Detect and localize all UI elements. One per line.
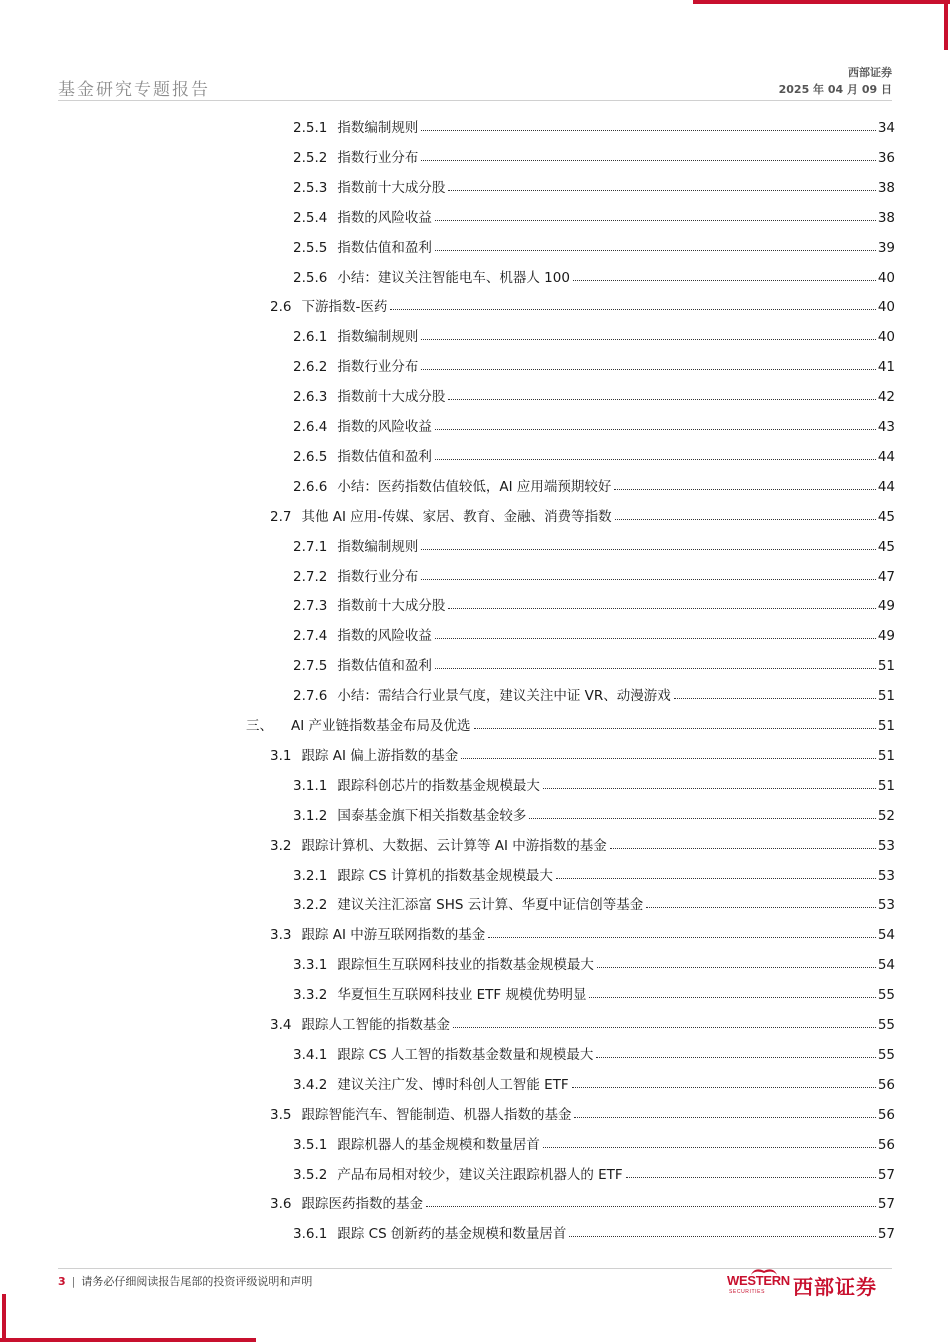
toc-entry-number: 2.6.1 <box>293 329 328 346</box>
toc-entry-number: 2.7.4 <box>293 628 328 645</box>
toc-entry-number: 2.7.1 <box>293 538 328 555</box>
corner-accent-top-horizontal <box>693 0 950 4</box>
toc-entry-number: 3.1.2 <box>293 807 328 824</box>
toc-entry-title: 跟踪计算机、大数据、云计算等 AI 中游指数的基金 <box>301 837 607 854</box>
header-divider <box>58 100 892 101</box>
toc-entry-number: 2.5.5 <box>293 239 328 256</box>
toc-entry[interactable] <box>246 712 895 734</box>
toc-entry[interactable] <box>293 234 895 256</box>
toc-entry-page: 55 <box>877 987 895 1004</box>
toc-entry-page: 53 <box>877 837 895 854</box>
toc-entry-title: 小结：建议关注智能电车、机器人 100 <box>337 269 570 286</box>
toc-entry-number: 3.5.2 <box>293 1166 328 1183</box>
toc-entry-title: 建议关注汇添富 SHS 云计算、华夏中证信创等基金 <box>337 897 644 914</box>
toc-entry[interactable] <box>293 353 895 375</box>
toc-entry-title: 跟踪 AI 中游互联网指数的基金 <box>301 927 486 944</box>
toc-entry-page: 38 <box>877 179 895 196</box>
toc-entry-page: 34 <box>877 120 895 136</box>
toc-dot-leader <box>569 1236 875 1237</box>
toc-entry-page: 53 <box>877 867 895 884</box>
toc-entry-page: 55 <box>877 1046 895 1063</box>
toc-dot-leader <box>390 309 875 310</box>
toc-entry-title: 跟踪科创芯片的指数基金规模最大 <box>337 777 540 794</box>
toc-dot-leader <box>615 519 876 520</box>
toc-dot-leader <box>529 818 875 819</box>
toc-entry[interactable] <box>270 1190 895 1212</box>
toc-entry[interactable] <box>293 951 895 973</box>
toc-entry-title: 跟踪 CS 计算机的指数基金规模最大 <box>337 867 553 884</box>
toc-dot-leader <box>589 997 875 998</box>
footer-separator: | <box>71 1275 76 1288</box>
toc-entry-title: 跟踪机器人的基金规模和数量居首 <box>337 1136 540 1153</box>
toc-entry-page: 55 <box>877 1017 895 1033</box>
toc-entry-number: 3.1 <box>270 747 292 764</box>
toc-entry-title: 指数编制规则 <box>337 120 419 136</box>
header-date: 2025 年 04 月 09 日 <box>778 83 892 96</box>
toc-entry-title: 跟踪智能汽车、智能制造、机器人指数的基金 <box>301 1106 572 1123</box>
toc-entry-title: 产品布局相对较少，建议关注跟踪机器人的 ETF <box>337 1166 623 1183</box>
toc-entry-number: 2.5.3 <box>293 179 328 196</box>
toc-entry-number: 2.7.3 <box>293 598 328 615</box>
logo-english-sub: SECURITIES <box>729 1289 766 1295</box>
toc-entry-title: 指数行业分布 <box>337 149 419 166</box>
toc-entry[interactable] <box>270 832 895 854</box>
toc-dot-leader <box>435 459 876 460</box>
toc-entry-page: 53 <box>877 897 895 914</box>
corner-accent-top-vertical <box>944 0 948 50</box>
toc-entry[interactable] <box>293 264 895 286</box>
toc-entry-title: 小结：需结合行业景气度，建议关注中证 VR、动漫游戏 <box>337 688 671 705</box>
toc-entry[interactable] <box>293 443 895 465</box>
toc-entry-page: 45 <box>877 508 895 525</box>
corner-accent-bottom-horizontal <box>0 1338 256 1342</box>
logo-chinese-name: 西部证券 <box>793 1275 877 1299</box>
toc-entry-number: 3.6 <box>270 1196 292 1213</box>
toc-entry-number: 2.7.6 <box>293 688 328 705</box>
toc-entry-page: 57 <box>877 1196 895 1213</box>
toc-dot-leader <box>574 1117 875 1118</box>
toc-entry-page: 44 <box>877 448 895 465</box>
toc-entry-title: 指数估值和盈利 <box>337 658 432 675</box>
toc-entry-number: 2.6.3 <box>293 389 328 406</box>
toc-dot-leader <box>646 907 876 908</box>
toc-entry-title: 跟踪医药指数的基金 <box>301 1196 423 1213</box>
toc-entry-page: 56 <box>877 1136 895 1153</box>
toc-entry-page: 51 <box>877 718 895 734</box>
toc-dot-leader <box>448 399 875 400</box>
toc-entry[interactable] <box>270 293 895 315</box>
toc-entry-title: 指数的风险收益 <box>337 209 432 226</box>
toc-entry[interactable] <box>293 1071 895 1093</box>
toc-entry-page: 42 <box>877 389 895 406</box>
toc-entry[interactable] <box>270 742 895 764</box>
toc-entry-page: 39 <box>877 239 895 256</box>
toc-dot-leader <box>597 967 876 968</box>
toc-entry-page: 44 <box>877 478 895 495</box>
toc-entry-number: 3.4 <box>270 1017 292 1033</box>
toc-entry-page: 40 <box>877 299 895 316</box>
toc-entry-title: AI 产业链指数基金布局及优选 <box>291 718 471 734</box>
toc-entry-page: 51 <box>877 777 895 794</box>
toc-entry-page: 45 <box>877 538 895 555</box>
toc-entry-title: 跟踪 CS 创新药的基金规模和数量居首 <box>337 1226 567 1243</box>
toc-dot-leader <box>435 638 876 639</box>
toc-entry-number: 3.3.1 <box>293 957 328 974</box>
toc-dot-leader <box>426 1206 876 1207</box>
toc-entry-title: 跟踪 CS 人工智的指数基金数量和规模最大 <box>337 1046 594 1063</box>
toc-entry-page: 49 <box>877 598 895 615</box>
toc-entry[interactable] <box>293 144 895 166</box>
toc-entry-number: 2.6.4 <box>293 419 328 435</box>
toc-entry-page: 54 <box>877 927 895 944</box>
logo-english-name: WESTERN <box>727 1273 790 1288</box>
toc-entry[interactable] <box>293 682 895 704</box>
toc-dot-leader <box>435 429 876 430</box>
toc-entry-title: 指数编制规则 <box>337 329 419 346</box>
toc-entry-title: 指数编制规则 <box>337 538 419 555</box>
toc-entry-page: 49 <box>877 628 895 645</box>
toc-entry-title: 跟踪恒生互联网科技业的指数基金规模最大 <box>337 957 594 974</box>
toc-entry-title: 其他 AI 应用-传媒、家居、教育、金融、消费等指数 <box>301 508 612 525</box>
toc-entry-number: 2.6.6 <box>293 478 328 495</box>
toc-dot-leader <box>610 848 876 849</box>
toc-entry[interactable] <box>270 1101 895 1123</box>
toc-entry-number: 2.5.4 <box>293 209 328 226</box>
footer-note <box>58 1273 312 1289</box>
toc-dot-leader <box>556 878 876 879</box>
toc-entry-page: 56 <box>877 1076 895 1093</box>
header-meta <box>779 64 892 98</box>
toc-dot-leader <box>674 698 876 699</box>
toc-entry-page: 52 <box>877 807 895 824</box>
toc-dot-leader <box>543 788 876 789</box>
toc-entry-title: 建议关注广发、博时科创人工智能 ETF <box>337 1076 569 1093</box>
toc-entry-title: 指数行业分布 <box>337 568 419 585</box>
toc-entry-number: 3.1.1 <box>293 777 328 794</box>
toc-entry[interactable] <box>270 921 895 943</box>
toc-entry-page: 54 <box>877 957 895 974</box>
toc-entry-title: 跟踪 AI 偏上游指数的基金 <box>301 747 459 764</box>
toc-dot-leader <box>435 250 876 251</box>
toc-dot-leader <box>435 220 876 221</box>
toc-entry[interactable] <box>293 473 895 495</box>
toc-entry[interactable] <box>293 592 895 614</box>
toc-dot-leader <box>421 369 875 370</box>
toc-entry[interactable] <box>293 981 895 1003</box>
toc-entry[interactable] <box>293 862 895 884</box>
toc-entry[interactable] <box>293 114 895 136</box>
toc-dot-leader <box>421 339 875 340</box>
corner-accent-bottom-vertical <box>2 1294 6 1342</box>
toc-entry[interactable] <box>293 413 895 435</box>
toc-entry-number: 3.4.2 <box>293 1076 328 1093</box>
toc-entry[interactable] <box>293 1161 895 1183</box>
toc-entry-number: 3.3 <box>270 927 292 944</box>
toc-entry[interactable] <box>293 1220 895 1242</box>
toc-dot-leader <box>448 190 875 191</box>
toc-entry-title: 指数的风险收益 <box>337 419 432 435</box>
toc-dot-leader <box>421 160 875 161</box>
toc-dot-leader <box>421 130 875 131</box>
toc-entry-title: 指数估值和盈利 <box>337 239 432 256</box>
toc-entry[interactable] <box>293 1041 895 1063</box>
toc-entry-number: 2.7.2 <box>293 568 328 585</box>
toc-entry-number: 3.4.1 <box>293 1046 328 1063</box>
toc-entry-page: 36 <box>877 149 895 166</box>
toc-entry-title: 华夏恒生互联网科技业 ETF 规模优势明显 <box>337 987 587 1004</box>
toc-entry[interactable] <box>293 533 895 555</box>
report-type-title: 基金研究专题报告 <box>58 80 210 100</box>
toc-entry[interactable] <box>293 563 895 585</box>
toc-entry-title: 指数前十大成分股 <box>337 389 446 406</box>
toc-entry-number: 2.6.2 <box>293 359 328 376</box>
toc-entry[interactable] <box>293 174 895 196</box>
toc-entry-number: 3.2 <box>270 837 292 854</box>
toc-entry-number: 2.5.1 <box>293 120 328 136</box>
toc-entry-page: 51 <box>877 688 895 705</box>
toc-entry-number: 2.7.5 <box>293 658 328 675</box>
toc-entry-page: 43 <box>877 419 895 435</box>
disclaimer-text: 请务必仔细阅读报告尾部的投资评级说明和声明 <box>81 1275 313 1288</box>
toc-entry-page: 38 <box>877 209 895 226</box>
toc-dot-leader <box>461 758 876 759</box>
toc-entry[interactable] <box>293 204 895 226</box>
toc-dot-leader <box>435 668 876 669</box>
toc-entry-title: 国泰基金旗下相关指数基金较多 <box>337 807 527 824</box>
toc-entry-title: 跟踪人工智能的指数基金 <box>301 1017 450 1033</box>
toc-entry-number: 3.6.1 <box>293 1226 328 1243</box>
western-securities-logo <box>727 1270 897 1300</box>
toc-dot-leader <box>453 1027 876 1028</box>
toc-entry-number: 2.5.2 <box>293 149 328 166</box>
toc-dot-leader <box>573 280 876 281</box>
toc-entry-page: 40 <box>877 329 895 346</box>
toc-entry[interactable] <box>293 802 895 824</box>
toc-entry-page: 51 <box>877 747 895 764</box>
toc-entry-page: 57 <box>877 1166 895 1183</box>
toc-entry[interactable] <box>293 323 895 345</box>
toc-entry[interactable] <box>293 622 895 644</box>
toc-entry[interactable] <box>293 1131 895 1153</box>
toc-entry-number: 3.5.1 <box>293 1136 328 1153</box>
toc-dot-leader <box>626 1177 876 1178</box>
toc-entry-title: 指数估值和盈利 <box>337 448 432 465</box>
toc-dot-leader <box>448 608 875 609</box>
toc-entry-page: 40 <box>877 269 895 286</box>
toc-entry-number: 2.5.6 <box>293 269 328 286</box>
toc-entry-page: 47 <box>877 568 895 585</box>
toc-entry-number: 2.6.5 <box>293 448 328 465</box>
toc-entry-number: 3.5 <box>270 1106 292 1123</box>
toc-entry-title: 下游指数-医药 <box>301 299 388 316</box>
toc-entry-number: 三、 <box>246 718 273 734</box>
toc-dot-leader <box>421 549 875 550</box>
toc-entry-number: 2.6 <box>270 299 292 316</box>
toc-entry-title: 指数行业分布 <box>337 359 419 376</box>
toc-entry-number: 3.2.2 <box>293 897 328 914</box>
toc-entry-title: 指数的风险收益 <box>337 628 432 645</box>
toc-entry-number: 3.3.2 <box>293 987 328 1004</box>
toc-dot-leader <box>572 1087 876 1088</box>
toc-dot-leader <box>543 1147 876 1148</box>
toc-entry-title: 指数前十大成分股 <box>337 598 446 615</box>
toc-entry-page: 51 <box>877 658 895 675</box>
toc-dot-leader <box>596 1057 875 1058</box>
toc-entry-title: 指数前十大成分股 <box>337 179 446 196</box>
toc-dot-leader <box>474 728 876 729</box>
toc-entry-number: 2.7 <box>270 508 292 525</box>
page-number: 3 <box>58 1275 66 1288</box>
toc-entry[interactable] <box>293 891 895 913</box>
toc-dot-leader <box>614 489 875 490</box>
header-company: 西部证券 <box>848 66 892 79</box>
toc-entry[interactable] <box>270 1011 895 1033</box>
toc-entry[interactable] <box>293 652 895 674</box>
toc-entry-page: 41 <box>877 359 895 376</box>
toc-dot-leader <box>488 937 876 938</box>
toc-entry-number: 3.2.1 <box>293 867 328 884</box>
toc-entry-title: 小结：医药指数估值较低，AI 应用端预期较好 <box>337 478 612 495</box>
toc-dot-leader <box>421 579 875 580</box>
toc-entry[interactable] <box>293 383 895 405</box>
toc-entry[interactable] <box>293 772 895 794</box>
toc-entry-page: 56 <box>877 1106 895 1123</box>
toc-entry-page: 57 <box>877 1226 895 1243</box>
toc-entry[interactable] <box>270 503 895 525</box>
